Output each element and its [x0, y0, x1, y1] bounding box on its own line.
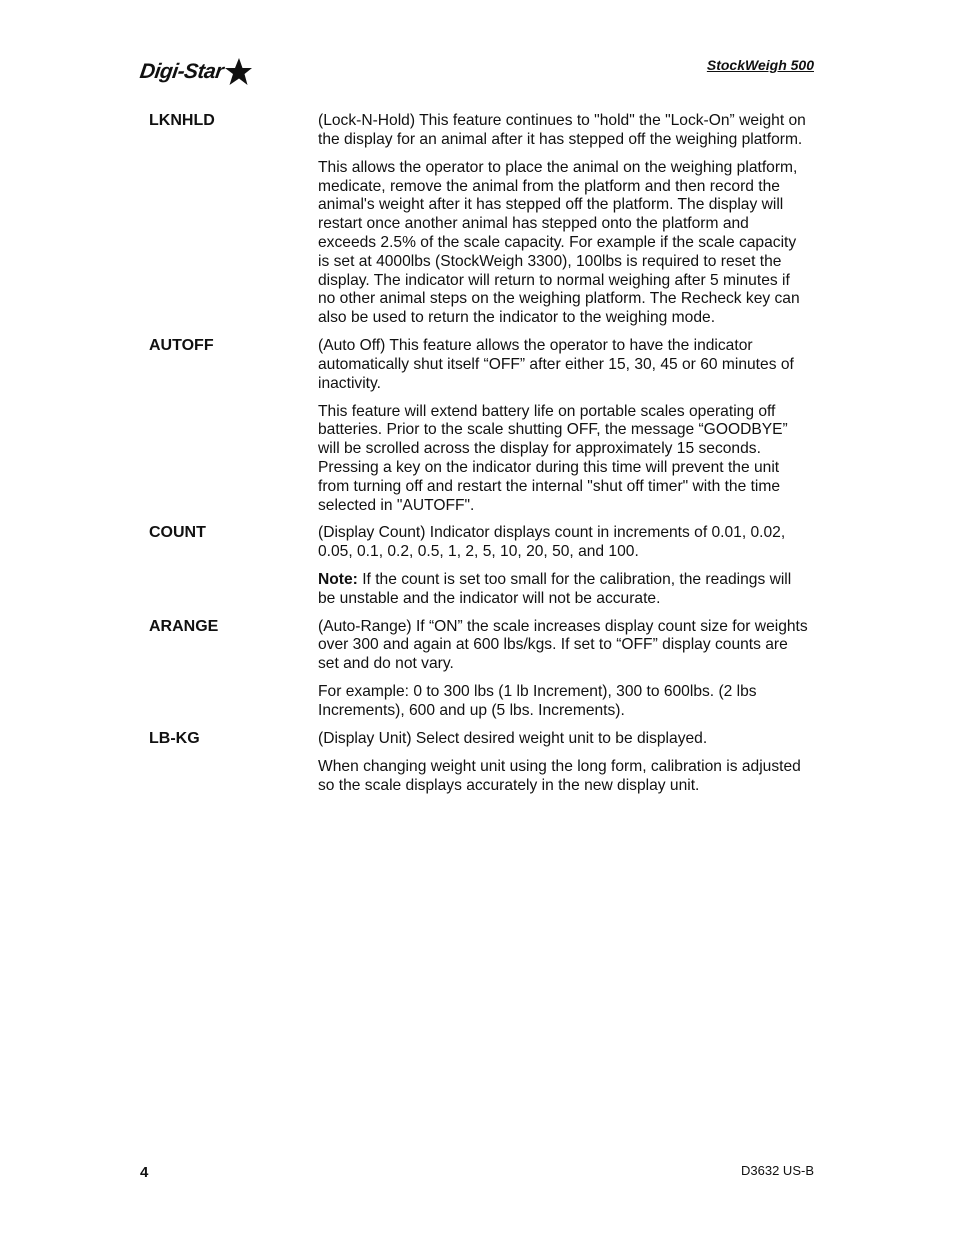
document-id: D3632 US-B	[741, 1163, 814, 1178]
entry-arange	[149, 618, 809, 721]
note-paragraph	[318, 571, 808, 609]
note-label: Note:	[318, 571, 358, 589]
settings-definition-list	[149, 112, 809, 804]
paragraph: (Auto Off) This feature allows the operator to have the indicator automatically shut itself “OFF” after either 15, 30, 45 or 60 minutes of inactivity.	[318, 336, 794, 392]
entry-count	[149, 524, 809, 608]
paragraph: When changing weight unit using the long form, calibration is adjusted so the scale displays accurately in the new display unit.	[318, 757, 801, 794]
term-label: LKNHLD	[149, 112, 215, 129]
digi-star-logo	[140, 55, 253, 89]
document-title: StockWeigh 500	[706, 57, 814, 73]
logo-text: Digi-Star	[138, 60, 225, 83]
paragraph: (Display Count) Indicator displays count in increments of 0.01, 0.02, 0.05, 0.1, 0.2, 0.5, 1, 2, 5, 10, 20, 50, and 100.	[318, 524, 786, 561]
star-icon	[223, 57, 253, 87]
term-description	[318, 524, 808, 608]
paragraph: This feature will extend battery life on portable scales operating off batteries. Prior to the scale shutting OFF, the message “GOODBYE” will be scrolled across the display for approximately 15 seconds. Pressing a key on the indicator during this time will prevent the unit from turning off and restart the internal "shut off timer" with the time selected in "AUTOFF".	[318, 402, 788, 514]
term-label: COUNT	[149, 524, 206, 542]
entry-lknhld	[149, 112, 809, 328]
note-text: If the count is set too small for the calibration, the readings will be unstable and the indicator will not be accurate.	[318, 571, 792, 607]
term-label: ARANGE	[149, 617, 219, 635]
term-label: AUTOFF	[149, 336, 214, 354]
entry-lb-kg	[149, 730, 809, 796]
page-number: 4	[140, 1164, 149, 1181]
term-description	[318, 618, 808, 721]
term-description	[318, 730, 808, 796]
paragraph: (Display Unit) Select desired weight unit to be displayed.	[318, 729, 708, 747]
paragraph: (Auto-Range) If “ON” the scale increases display count size for weights over 300 and again at 600 lbs/kgs. If set to “OFF” display counts are set and do not vary.	[318, 617, 808, 673]
paragraph: This allows the operator to place the animal on the weighing platform, medicate, remove the animal from the platform and then record the animal's weight after it has stepped off the platform. The display will restart once another animal has stepped onto the platform and exceeds 2.5% of the scale capacity. For example if the scale capacity is set at 4000lbs (StockWeigh 3300), 100lbs is required to reset the display. The indicator will return to normal weighing after 5 minutes if no other animal steps on the weighing platform. The Recheck key can also be used to return the indicator to the weighing mode.	[318, 158, 800, 327]
entry-autoff	[149, 337, 809, 515]
term-description	[318, 337, 808, 515]
term-description	[318, 112, 808, 328]
term-label: LB-KG	[149, 729, 200, 747]
paragraph: For example: 0 to 300 lbs (1 lb Increment), 300 to 600lbs. (2 lbs Increments), 600 and up (5 lbs. Increments).	[318, 683, 757, 720]
paragraph: (Lock-N-Hold) This feature continues to "hold" the "Lock-On” weight on the display for an animal after it has stepped off the weighing platform.	[318, 112, 806, 148]
